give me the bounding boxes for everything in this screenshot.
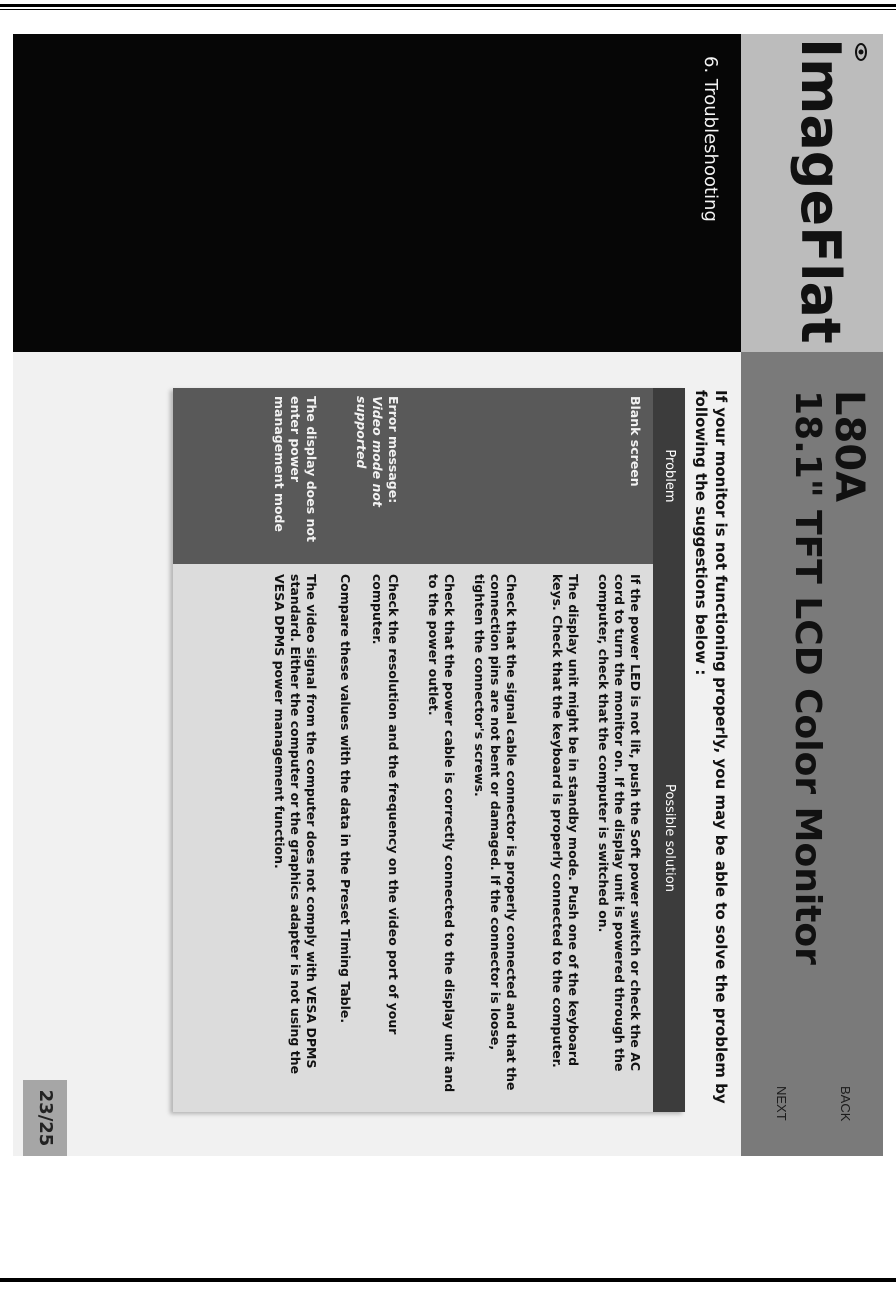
solution-text: Check that the power cable is correctly connected to the display unit and to the power outlet. xyxy=(426,574,457,1093)
problem-power-management: The display does not enter power management mode xyxy=(272,396,319,542)
header-solution: Possible solution xyxy=(653,564,685,1112)
manual-slide xyxy=(13,34,883,1156)
logo-panel xyxy=(741,34,883,352)
header-problem: Problem xyxy=(653,388,685,564)
next-link[interactable]: NEXT xyxy=(774,1086,789,1121)
solution-text: The video signal from the computer does not comply with VESA DPMS standard. Either the computer or the graphics adapter is not using the VESA DPMS power management function. xyxy=(272,574,319,1075)
solution-text: Compare these values with the data in the Preset Timing Table. xyxy=(338,574,353,1024)
sidebar xyxy=(13,34,741,352)
troubleshooting-table xyxy=(173,388,685,1112)
problem-column xyxy=(173,388,653,564)
intro-text: If your monitor is not functioning properly, you may be able to solve the problem by following the suggestions below : xyxy=(692,390,730,1104)
solution-text: The display unit might be in standby mode. Push one of the keyboard keys. Check that the keyboard is properly connected to the computer. xyxy=(550,574,581,1068)
solution-text: Check that the signal cable connector is properly connected and that the connection pins are not bent or damaged. If the connector is loose, tighten the connector's screws. xyxy=(472,574,519,1091)
top-rule xyxy=(0,4,896,10)
logo: ImageFlat xyxy=(789,38,852,344)
header-band xyxy=(741,34,883,1156)
problem-video-mode: Error message: Video mode not supported xyxy=(354,396,401,507)
problem-blank-screen: Blank screen xyxy=(628,396,643,487)
model-name: L80A xyxy=(826,390,872,503)
scanned-page xyxy=(13,34,883,1156)
solution-text: If the power LED is not lit, push the Soft power switch or check the AC cord to turn the monitor on. If the display unit is powered through the computer, check that the computer is switched on. xyxy=(596,574,643,1072)
product-title: 18.1" TFT LCD Color Monitor xyxy=(787,390,828,965)
page-number: 23/25 xyxy=(23,1080,67,1156)
solution-column xyxy=(173,564,653,1112)
back-link[interactable]: BACK xyxy=(838,1086,853,1122)
solution-text: Check the resolution and the frequency on the video port of your computer. xyxy=(370,574,401,1035)
bottom-rule xyxy=(0,1276,896,1282)
section-title: 6. Troubleshooting xyxy=(700,56,721,222)
